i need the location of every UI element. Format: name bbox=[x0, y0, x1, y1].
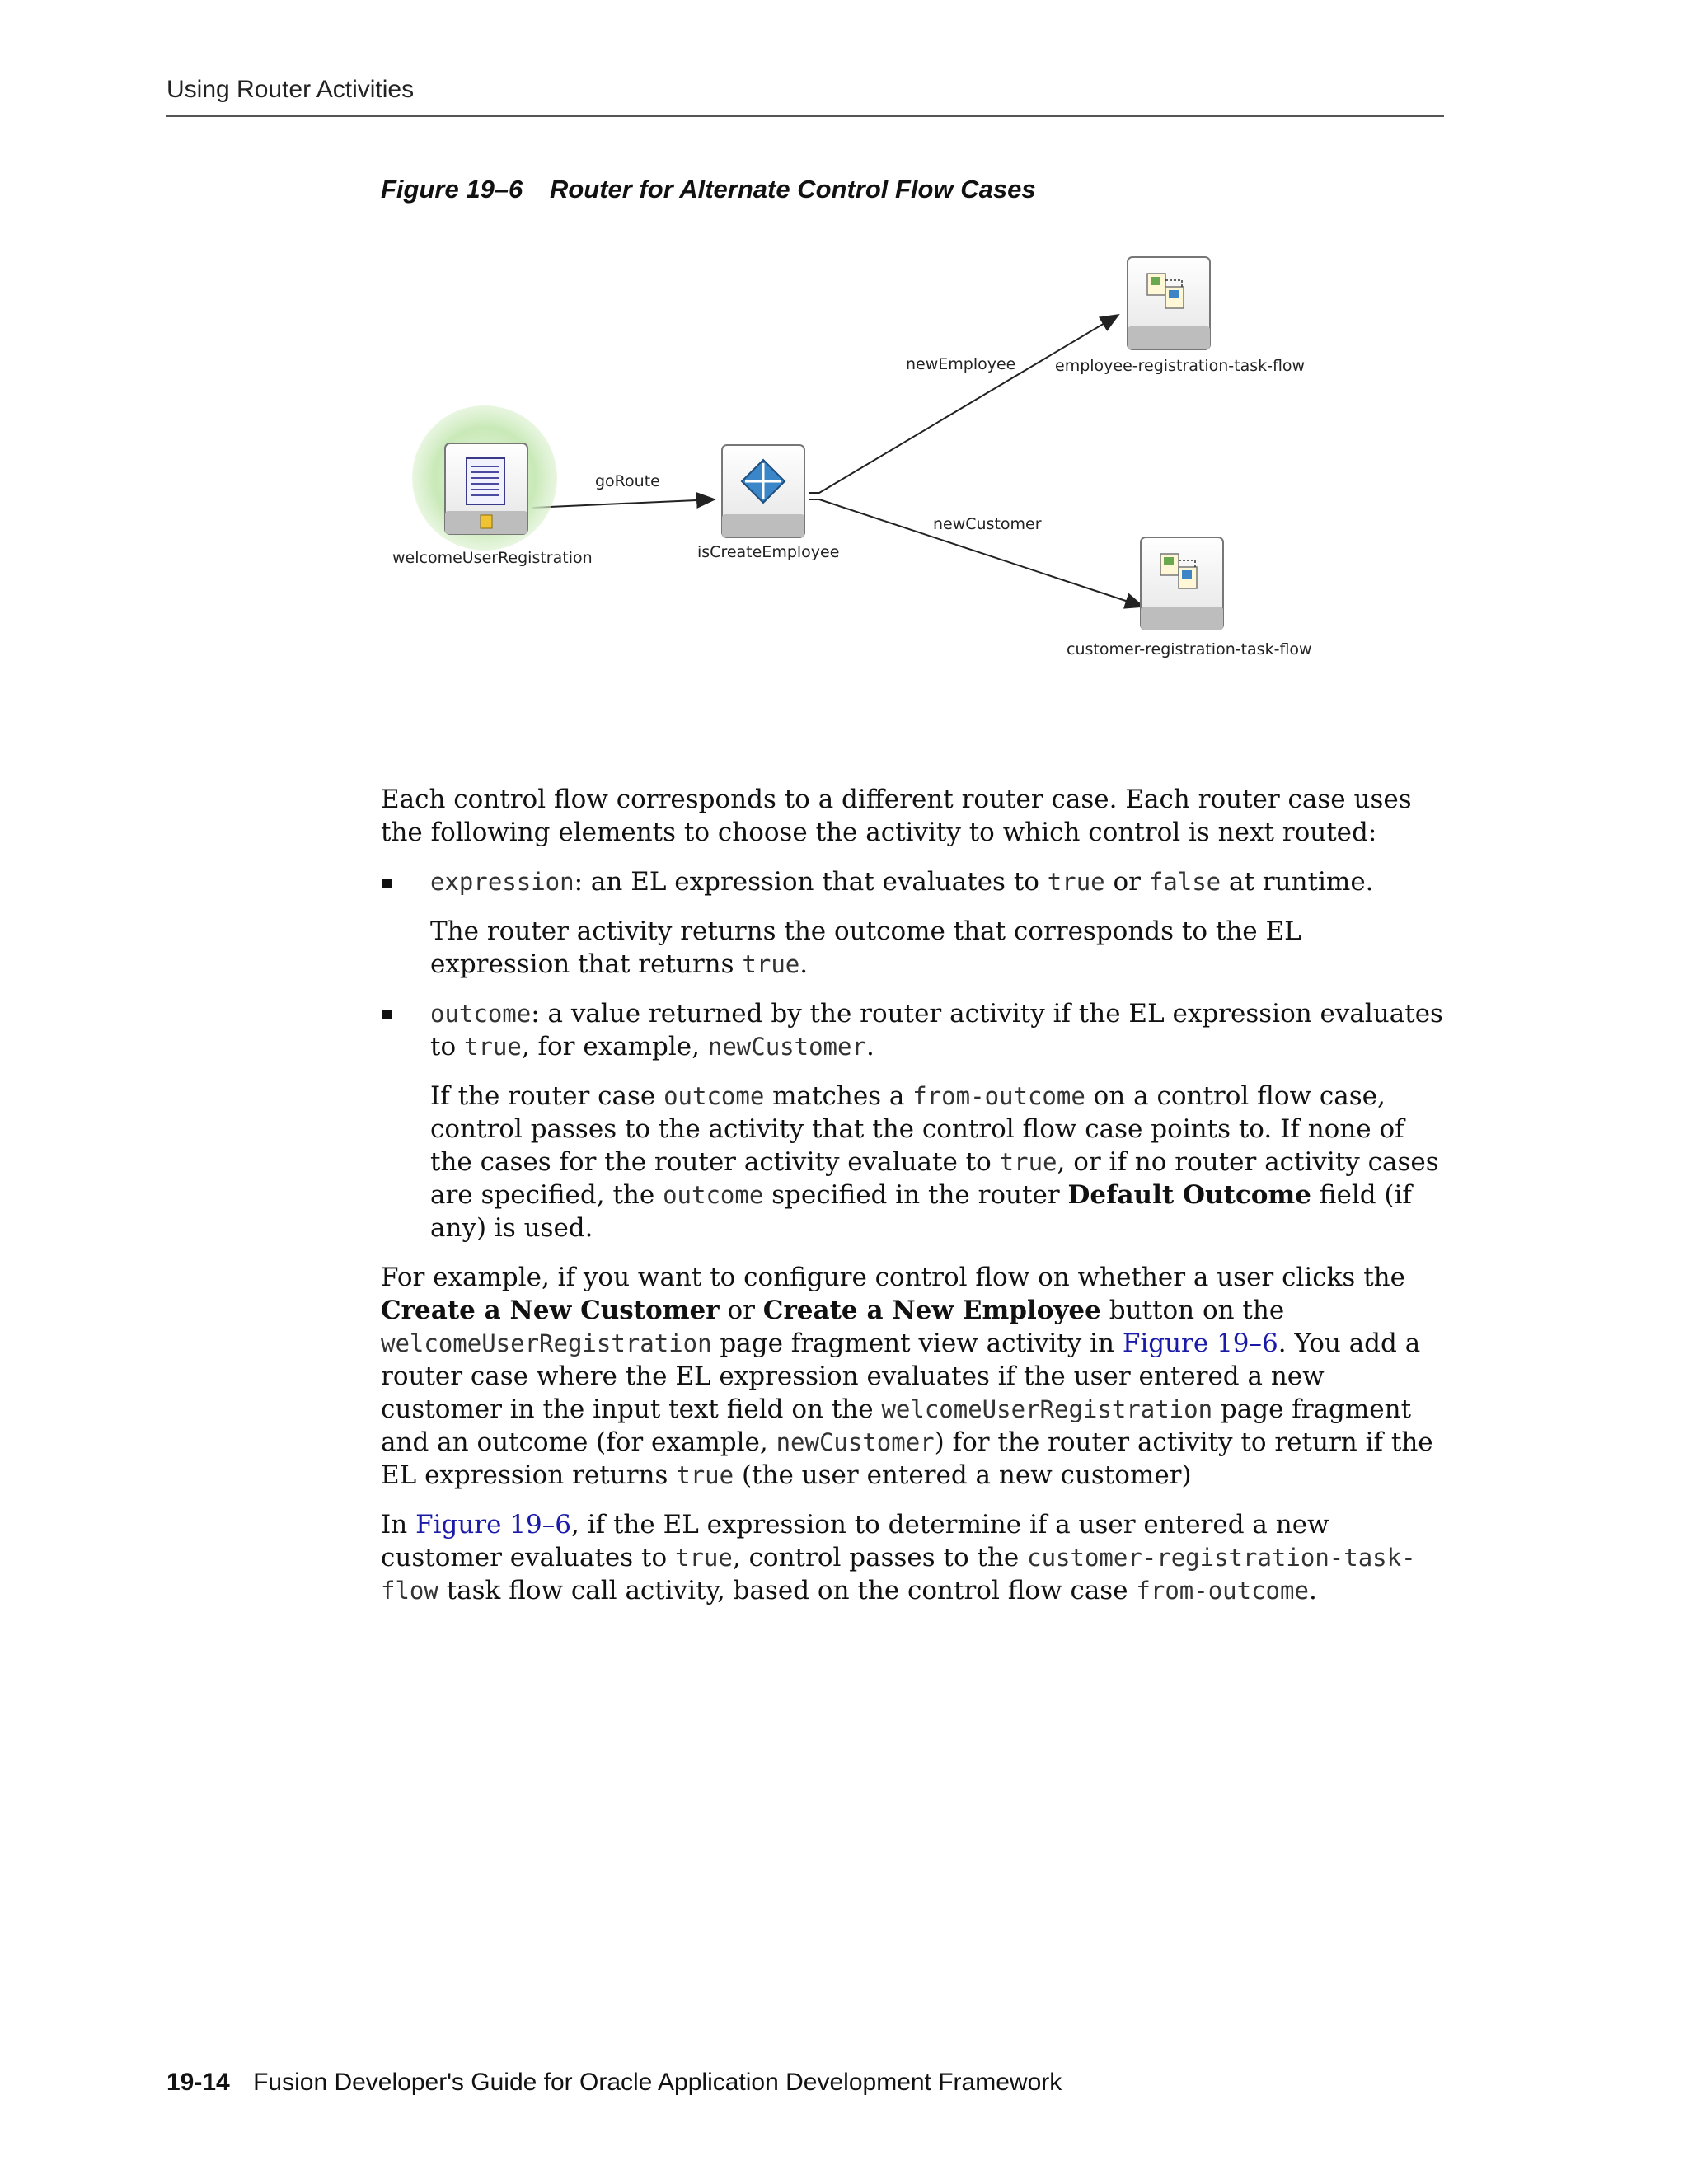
goroute-label: goRoute bbox=[595, 472, 660, 490]
running-header: Using Router Activities bbox=[166, 76, 415, 103]
code-newcustomer: newCustomer bbox=[776, 1428, 935, 1456]
code-true: true bbox=[999, 1148, 1057, 1176]
text-run: ) for the router activity to return if the EL expression returns bbox=[381, 1427, 1433, 1490]
ui-term-create-employee: Create a New Employee bbox=[762, 1296, 1101, 1325]
text-run: or bbox=[1104, 867, 1149, 897]
code-true: true bbox=[742, 950, 800, 978]
paragraph-example bbox=[381, 1261, 1444, 1492]
employee-node-label: employee-registration-task-flow bbox=[1055, 357, 1306, 375]
text-run: , for example, bbox=[521, 1032, 708, 1062]
text-run: In bbox=[381, 1510, 416, 1540]
figure-caption bbox=[381, 175, 1036, 204]
bullet-square-icon bbox=[382, 1010, 392, 1019]
page-footer bbox=[166, 2069, 1062, 2097]
welcome-view-node[interactable] bbox=[412, 405, 557, 551]
text-run: . You add a router case where the EL expression evaluates if the user entered a new customer in the input text field on the bbox=[381, 1329, 1421, 1424]
text-run: field (if any) is used. bbox=[430, 1180, 1412, 1243]
code-newcustomer: newCustomer bbox=[707, 1033, 866, 1061]
text-run: or bbox=[719, 1296, 763, 1325]
router-diagram bbox=[381, 247, 1370, 676]
code-true: true bbox=[675, 1544, 733, 1572]
welcome-node-label: welcomeUserRegistration bbox=[392, 549, 593, 567]
body-text bbox=[381, 783, 1444, 1624]
text-run: The router activity returns the outcome that corresponds to the EL expression that returns bbox=[430, 916, 1301, 979]
code-from-outcome: from-outcome bbox=[912, 1082, 1085, 1110]
figure-link[interactable]: Figure 19–6 bbox=[1122, 1329, 1278, 1358]
text-run: task flow call activity, based on the control flow case bbox=[438, 1576, 1137, 1605]
fragment-badge-icon bbox=[481, 515, 492, 528]
code-expression: expression bbox=[430, 868, 574, 896]
text-run: . bbox=[865, 1032, 874, 1062]
text-run: button on the bbox=[1100, 1296, 1285, 1325]
code-false: false bbox=[1148, 868, 1221, 896]
text-run: , control passes to the bbox=[732, 1543, 1028, 1572]
text-run: , or if no router activity cases are specified, the bbox=[430, 1147, 1439, 1210]
code-welcome: welcomeUserRegistration bbox=[881, 1395, 1213, 1423]
code-welcome: welcomeUserRegistration bbox=[381, 1329, 712, 1357]
router-node[interactable] bbox=[722, 445, 804, 537]
code-true: true bbox=[463, 1033, 522, 1061]
outcome-detail bbox=[381, 1080, 1444, 1244]
customer-taskflow-node[interactable] bbox=[1141, 537, 1223, 630]
code-true: true bbox=[676, 1461, 734, 1489]
text-run: . bbox=[799, 949, 809, 979]
edge-newemployee bbox=[809, 315, 1118, 493]
page-number: 19-14 bbox=[166, 2069, 230, 2096]
ui-term-create-customer: Create a New Customer bbox=[381, 1296, 720, 1325]
ui-term-default-outcome: Default Outcome bbox=[1067, 1180, 1311, 1210]
text-run: specified in the router bbox=[763, 1180, 1068, 1210]
page-fragment-icon bbox=[467, 458, 504, 504]
text-run: matches a bbox=[764, 1081, 913, 1111]
newcustomer-label: newCustomer bbox=[933, 515, 1042, 533]
text-run: , if the EL expression to determine if a user entered a new customer evaluates to bbox=[381, 1510, 1329, 1572]
text-run: (the user entered a new customer) bbox=[734, 1460, 1192, 1490]
text-run: : a value returned by the router activity if the EL expression evaluates to bbox=[430, 999, 1443, 1062]
text-run: at runtime. bbox=[1221, 867, 1374, 897]
text-run: If the router case bbox=[430, 1081, 664, 1111]
text-run: For example, if you want to configure control flow on whether a user clicks the bbox=[381, 1263, 1405, 1292]
text-run: on a control flow case, control passes to the activity that the control flow case points to. If none of the cases for the router activity evaluate to bbox=[430, 1081, 1404, 1177]
code-outcome: outcome bbox=[430, 1000, 532, 1028]
code-from-outcome: from-outcome bbox=[1136, 1577, 1309, 1605]
text-run: . bbox=[1308, 1576, 1317, 1605]
figure-number: Figure 19–6 bbox=[381, 175, 523, 204]
paragraph-conclusion bbox=[381, 1508, 1444, 1607]
code-true: true bbox=[1047, 868, 1105, 896]
text-run: page fragment view activity in bbox=[711, 1329, 1123, 1358]
list-item-expression bbox=[381, 865, 1444, 898]
figure-link[interactable]: Figure 19–6 bbox=[415, 1510, 571, 1540]
newemployee-label: newEmployee bbox=[906, 355, 1016, 373]
code-customer-taskflow: customer-registration-task-flow bbox=[381, 1544, 1416, 1605]
code-outcome: outcome bbox=[663, 1181, 764, 1209]
paragraph-intro: Each control flow corresponds to a different router case. Each router case uses the following elements to choose the activity to which control is next routed: bbox=[381, 785, 1412, 847]
employee-taskflow-node[interactable] bbox=[1128, 257, 1210, 349]
figure-title: Router for Alternate Control Flow Cases bbox=[549, 175, 1036, 204]
expression-detail bbox=[381, 915, 1444, 981]
bullet-square-icon bbox=[382, 879, 392, 888]
edge-goroute bbox=[532, 499, 715, 508]
code-outcome: outcome bbox=[663, 1082, 765, 1110]
text-run: page fragment and an outcome (for example, bbox=[381, 1394, 1412, 1457]
header-rule bbox=[166, 115, 1444, 117]
router-node-label: isCreateEmployee bbox=[697, 543, 840, 561]
customer-node-label: customer-registration-task-flow bbox=[1067, 640, 1312, 658]
list-item-outcome bbox=[381, 997, 1444, 1063]
text-run: : an EL expression that evaluates to bbox=[574, 867, 1048, 897]
book-title: Fusion Developer's Guide for Oracle Application Development Framework bbox=[253, 2069, 1062, 2096]
